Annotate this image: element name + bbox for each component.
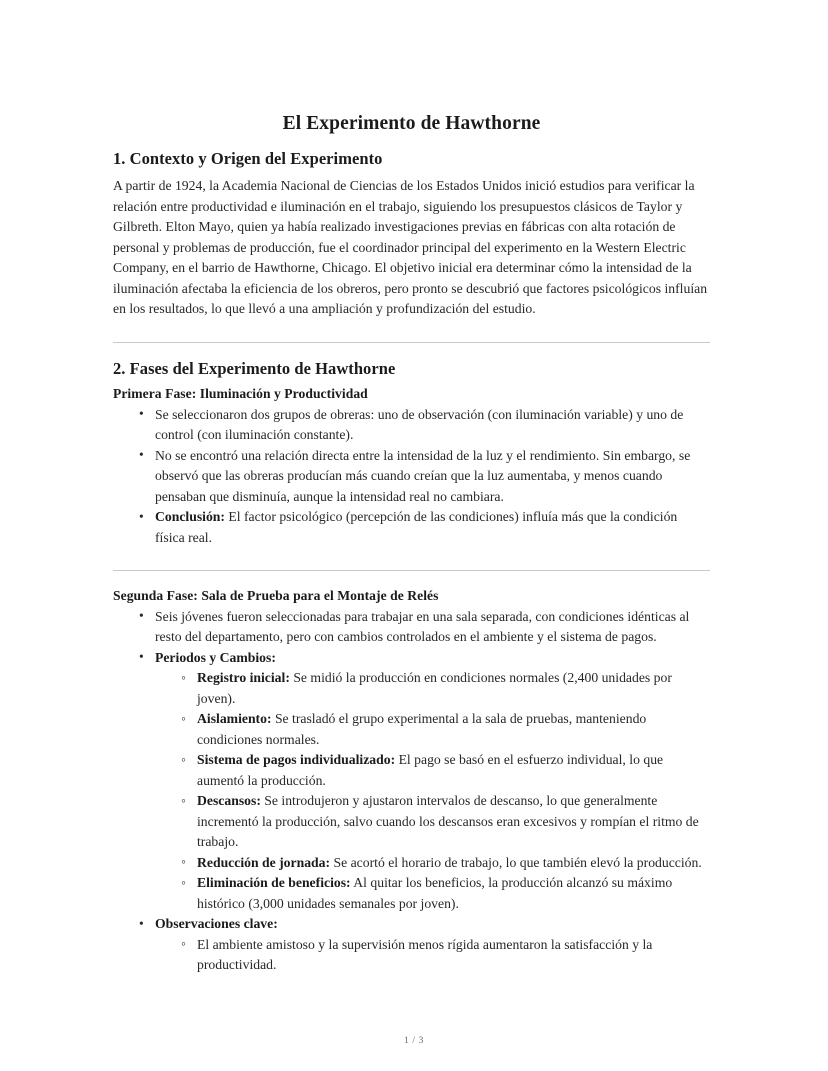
- section-heading-2: 2. Fases del Experimento de Hawthorne: [113, 358, 396, 378]
- list-item-text: Se introdujeron y ajustaron intervalos de descanso, lo que generalmente incrementó la producción, salvo cuando los descansos eran excesivos y rompían el ritmo de trabajo.: [197, 793, 699, 850]
- list-item-text: El pago se basó en el esfuerzo individual, lo que aumentó la producción.: [197, 752, 664, 788]
- spacer: [113, 343, 710, 359]
- list-item: [137, 607, 710, 648]
- list-item: [137, 446, 710, 508]
- page-title: El Experimento de Hawthorne: [282, 113, 541, 134]
- section-1-paragraph: A partir de 1924, la Academia Nacional de Ciencias de los Estados Unidos inició estudios para verificar la relación entre productividad e iluminación en el trabajo, siguiendo los presupuestos clásicos de Taylor y Gilbreth. Elton Mayo, quien ya había realizado investigaciones previas en fábricas con alta rotación de personal y problemas de producción, fue el coordinador principal del experimento en la Western Electric Company, en el barrio de Hawthorne, Chicago. El objetivo inicial era determinar cómo la intensidad de la iluminación afectaba la eficiencia de los obreros, pero pronto se descubrió que factores psicológicos influían en los resultados, lo que llevó a una ampliación y profundización del estudio.: [113, 178, 708, 317]
- list-item-text: Se acortó el horario de trabajo, lo que también elevó la producción.: [330, 854, 702, 870]
- phase-two-heading: Segunda Fase: Sala de Prueba para el Montaje de Relés: [113, 588, 439, 604]
- list-item-text: Seis jóvenes fueron seleccionadas para trabajar en una sala separada, con condiciones idénticas al resto del departamento, pero con cambios controlados en el ambiente y el sistema de pagos.: [155, 608, 690, 645]
- document-content: [113, 112, 710, 976]
- list-item-text: Se seleccionaron dos grupos de obreras: uno de observación (con iluminación variable) y uno de control (con iluminación constante).: [155, 406, 684, 443]
- periodos-sub-list: [155, 668, 710, 914]
- spacer: [113, 548, 710, 570]
- list-item-text: El ambiente amistoso y la supervisión menos rígida aumentaron la satisfacción y la productividad.: [197, 936, 653, 973]
- phase-one-heading: Primera Fase: Iluminación y Productividad: [113, 386, 368, 402]
- list-item-lead: Aislamiento:: [197, 711, 272, 727]
- list-item-text: Al quitar los beneficios, la producción alcanzó su máximo histórico (3,000 unidades semanales por joven).: [197, 875, 673, 911]
- observaciones-sub-list: [155, 935, 710, 976]
- list-item: [179, 853, 710, 874]
- list-item-lead: Conclusión:: [155, 509, 225, 525]
- list-item: [137, 507, 710, 548]
- list-item-text: Se midió la producción en condiciones normales (2,400 unidades por joven).: [197, 670, 672, 706]
- list-item: [137, 914, 710, 976]
- list-item: [137, 405, 710, 446]
- list-item-lead: Registro inicial:: [197, 670, 290, 686]
- list-item-lead: Sistema de pagos individualizado:: [197, 752, 396, 768]
- list-item: [179, 668, 710, 709]
- list-item: [179, 935, 710, 976]
- list-item: [179, 873, 710, 914]
- list-item: [137, 648, 710, 915]
- list-item-text: El factor psicológico (percepción de las condiciones) influía más que la condición física real.: [155, 509, 678, 545]
- phase-one-bullet-list: [113, 405, 710, 549]
- list-item: [179, 750, 710, 791]
- spacer: [113, 571, 710, 587]
- list-item-lead: Reducción de jornada:: [197, 854, 331, 870]
- list-item-lead: Eliminación de beneficios:: [197, 875, 351, 891]
- list-item-lead: Observaciones clave:: [155, 916, 278, 932]
- list-item-lead: Periodos y Cambios:: [155, 649, 276, 665]
- section-heading-1: 1. Contexto y Origen del Experimento: [113, 149, 383, 169]
- page-number-footer: 1 / 3: [404, 1036, 424, 1046]
- list-item: [179, 791, 710, 853]
- list-item-text: Se trasladó el grupo experimental a la sala de pruebas, manteniendo condiciones normales.: [197, 711, 647, 747]
- phase-two-bullet-list: [113, 607, 710, 976]
- spacer: [113, 320, 710, 342]
- list-item-text: No se encontró una relación directa entre la intensidad de la luz y el rendimiento. Sin embargo, se observó que las obreras producían más cuando creían que la luz aumentaba, y menos cuando pensaban que disminuía, aunque la intensidad real no cambiara.: [155, 447, 691, 504]
- list-item: [179, 709, 710, 750]
- list-item-lead: Descansos:: [197, 793, 261, 809]
